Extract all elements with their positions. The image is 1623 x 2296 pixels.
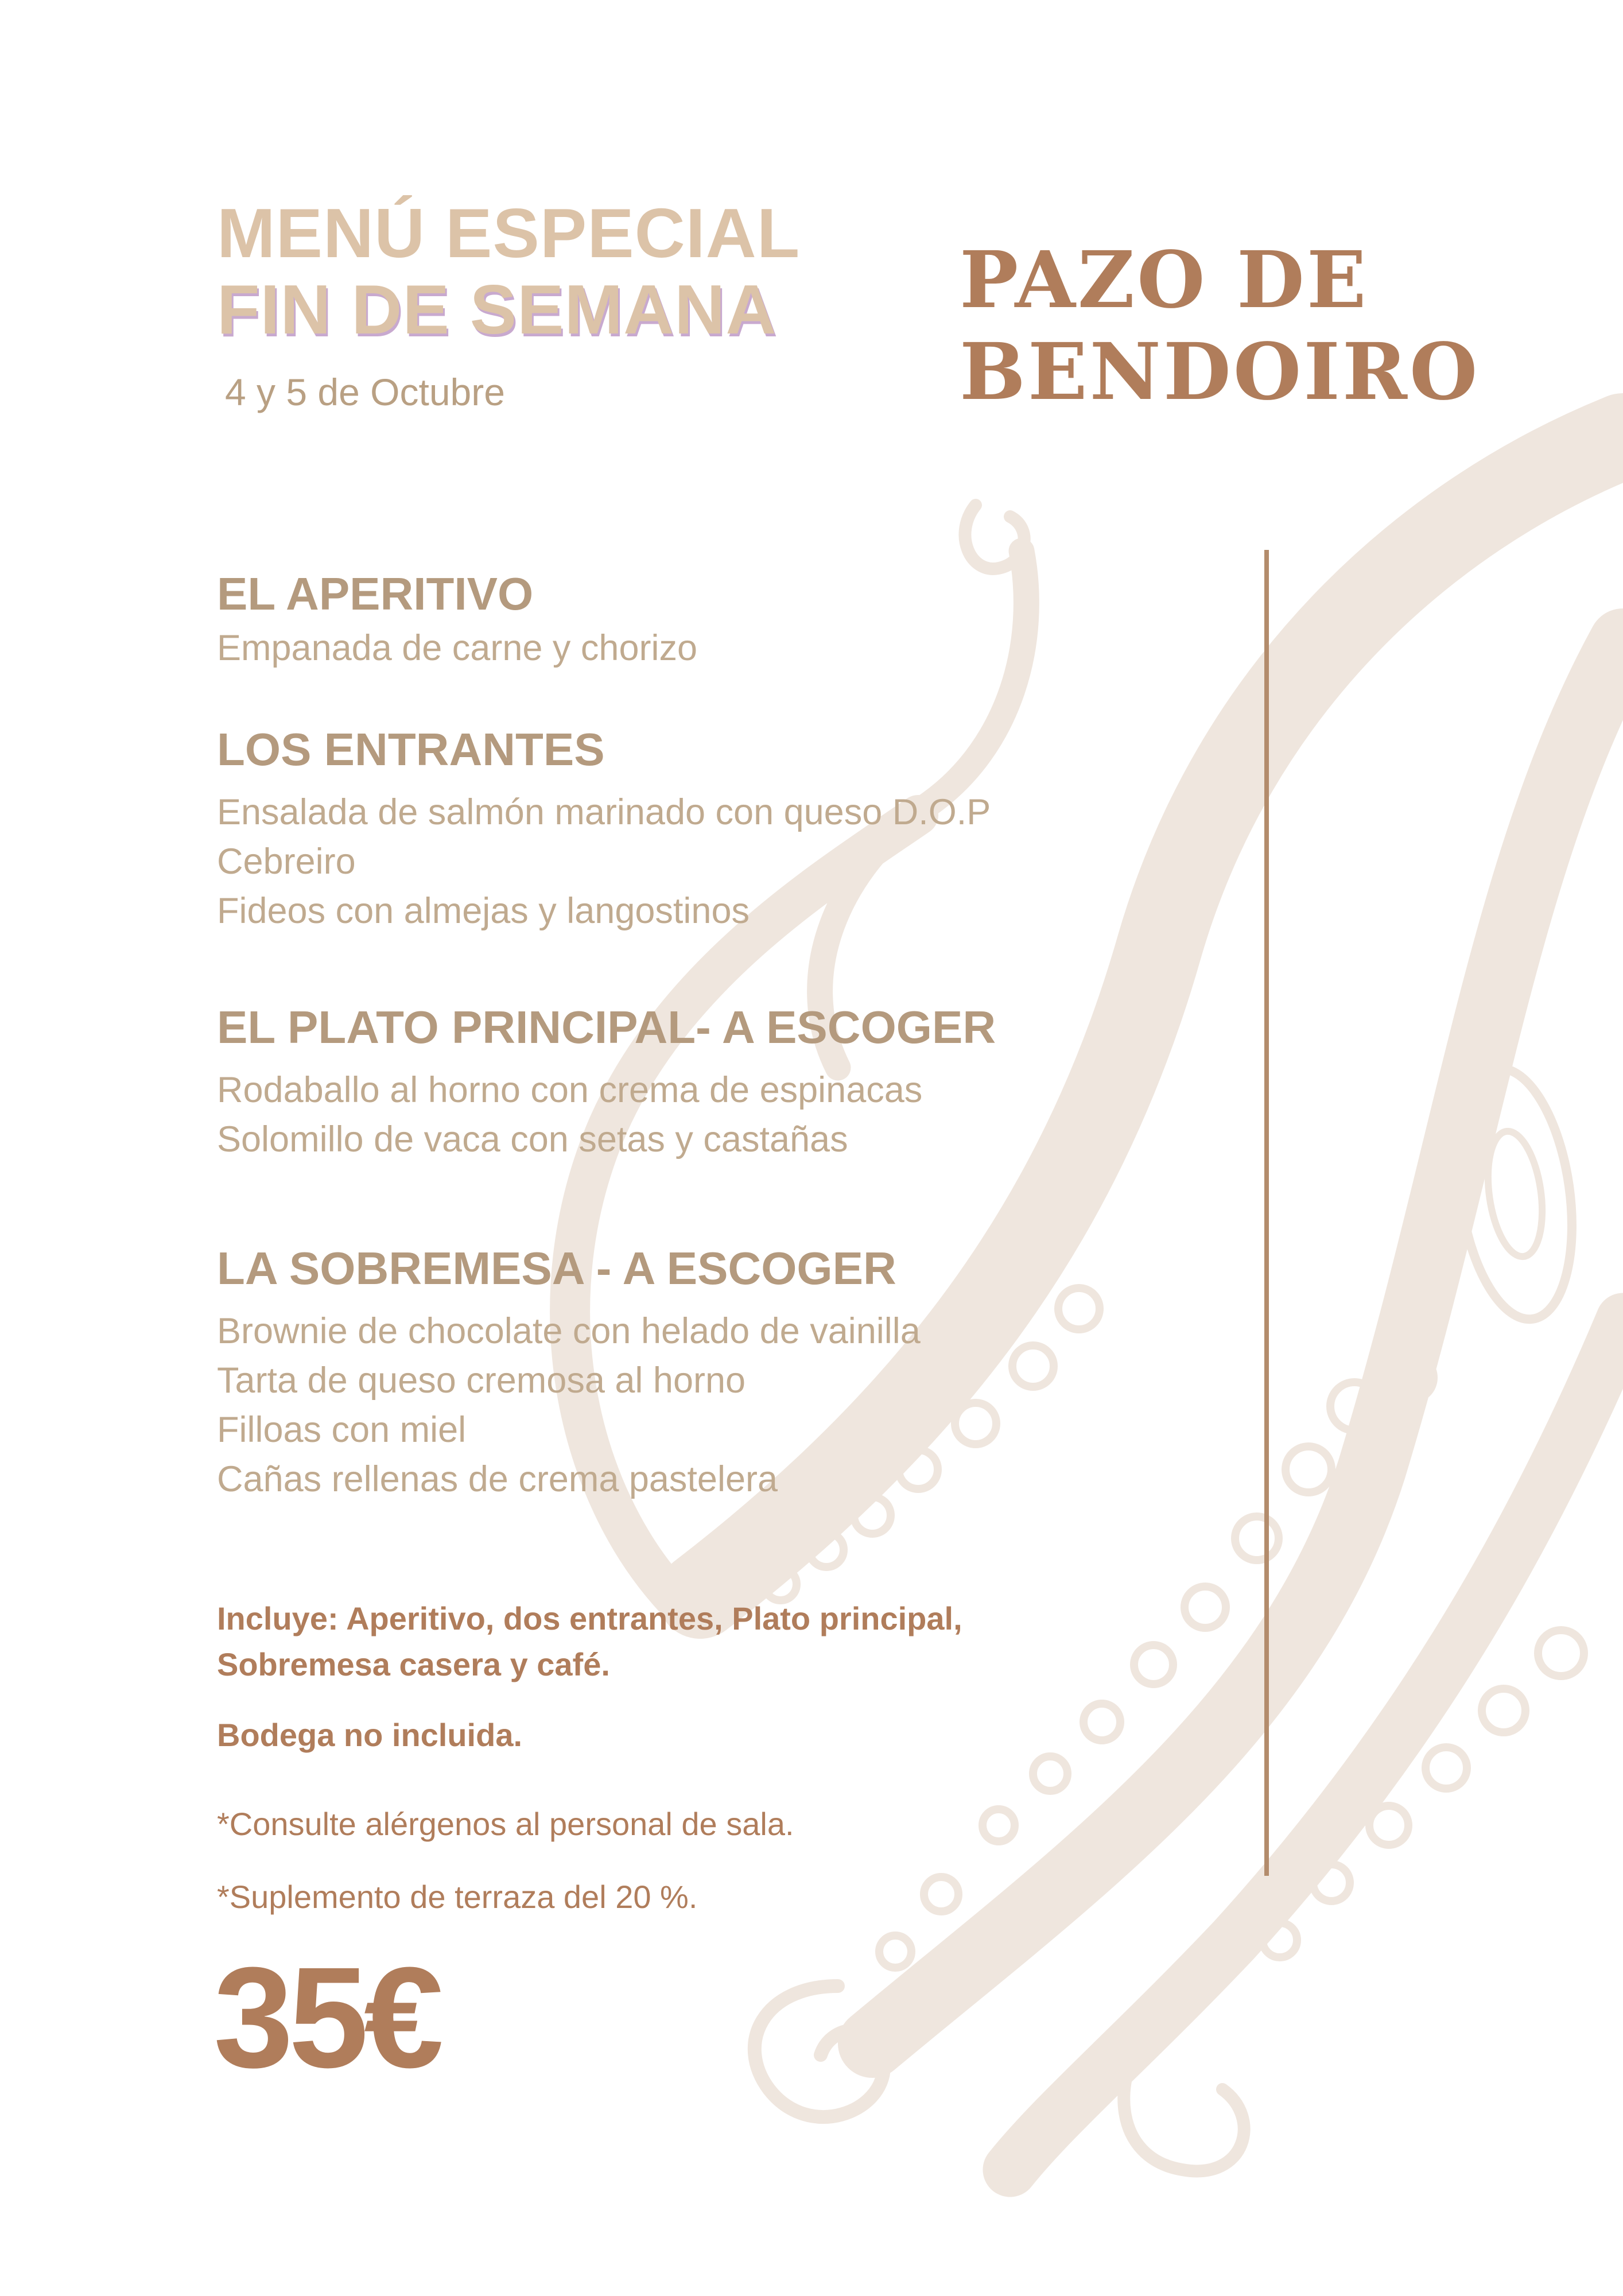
- menu-title-line-2: FIN DE SEMANA: [217, 270, 777, 348]
- restaurant-logo: [960, 234, 1480, 418]
- logo-line-2: BENDOIRO: [960, 326, 1480, 418]
- allergens-note: *Consulte alérgenos al personal de sala.: [217, 1806, 794, 1842]
- menu-item: Empanada de carne y chorizo: [217, 628, 697, 668]
- menu-item: Brownie de chocolate con helado de vainilla: [217, 1311, 921, 1351]
- menu-item: Cebreiro: [217, 841, 356, 882]
- includes-text: [217, 1596, 962, 1688]
- section-title-aperitivo: EL APERITIVO: [217, 568, 534, 619]
- menu-title-line-1: MENÚ ESPECIAL: [217, 194, 801, 272]
- menu-item: Fideos con almejas y langostinos: [217, 891, 750, 931]
- menu-date: 4 y 5 de Octubre: [225, 371, 505, 413]
- menu-price: 35€: [213, 1937, 440, 2097]
- logo-line-1: PAZO DE: [960, 234, 1369, 326]
- terrace-note: *Suplemento de terraza del 20 %.: [217, 1879, 698, 1915]
- includes-line-1: Incluye: Aperitivo, dos entrantes, Plato principal,: [217, 1600, 962, 1636]
- section-title-sobremesa: LA SOBREMESA - A ESCOGER: [217, 1243, 896, 1294]
- menu-item: Filloas con miel: [217, 1410, 467, 1450]
- menu-item: Ensalada de salmón marinado con queso D.O.P: [217, 792, 991, 832]
- vertical-divider: [1264, 550, 1269, 1876]
- includes-line-2: Sobremesa casera y café.: [217, 1646, 610, 1682]
- section-title-entrantes: LOS ENTRANTES: [217, 724, 605, 775]
- menu-item: Cañas rellenas de crema pastelera: [217, 1459, 778, 1499]
- bodega-note: Bodega no incluida.: [217, 1717, 523, 1753]
- menu-item: Solomillo de vaca con setas y castañas: [217, 1119, 848, 1159]
- section-title-plato-principal: EL PLATO PRINCIPAL- A ESCOGER: [217, 1002, 996, 1053]
- menu-item: Tarta de queso cremosa al horno: [217, 1360, 746, 1401]
- menu-item: Rodaballo al horno con crema de espinacas: [217, 1070, 923, 1110]
